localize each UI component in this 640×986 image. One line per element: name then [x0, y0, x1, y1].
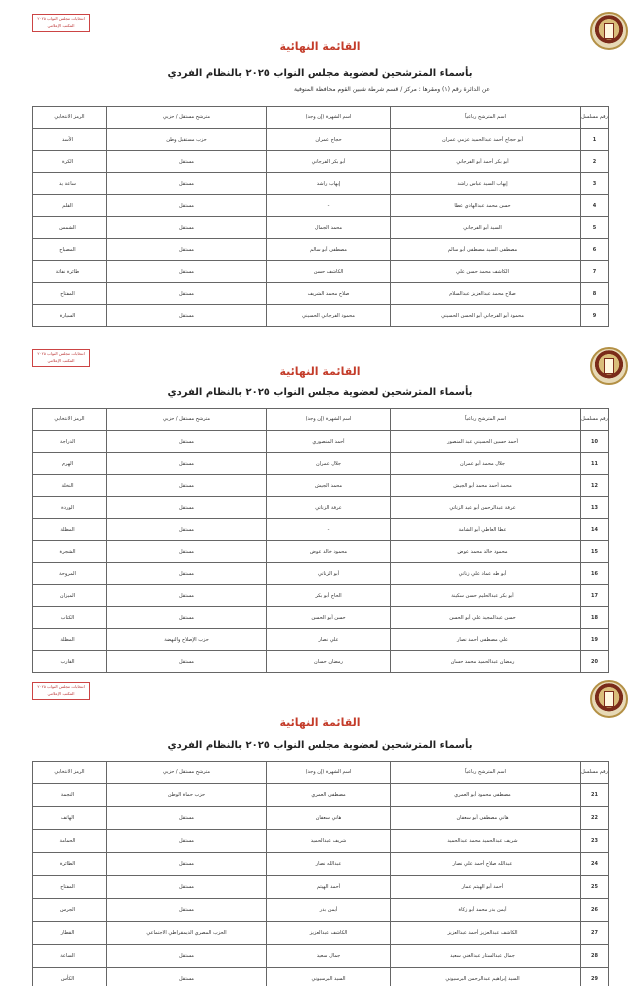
header-name: اسم المترشح رباعياً [391, 107, 581, 129]
cell-alias: الكاشف حسن [267, 261, 391, 283]
cell-symbol: الشجرة [33, 541, 107, 563]
cell-serial: 7 [581, 261, 609, 283]
cell-symbol: القلم [33, 195, 107, 217]
cell-symbol: الوردة [33, 497, 107, 519]
cell-symbol: الكتاب [33, 607, 107, 629]
table-row [33, 519, 609, 541]
cell-alias: شريف عبدالحميد [267, 830, 391, 853]
cell-alias: مصطفى أبو سالم [267, 239, 391, 261]
candidate-list-page-3 [0, 668, 640, 986]
cell-alias: جلال عمران [267, 453, 391, 475]
table-row [33, 283, 609, 305]
header-serial: رقم مسلسل [581, 107, 609, 129]
cell-name: أبو حجاج أحمد عبدالحميد عزمي عمران [391, 129, 581, 151]
header-symbol: الرمز الانتخابي [33, 762, 107, 784]
cell-name: عطا العاطي أبو الشامة [391, 519, 581, 541]
cell-party: مستقل [107, 283, 267, 305]
header-symbol: الرمز الانتخابي [33, 409, 107, 431]
table-row [33, 945, 609, 968]
table-header-row [33, 762, 609, 784]
cell-alias: عرفة الزناتي [267, 497, 391, 519]
cell-party: حزب حماة الوطن [107, 784, 267, 807]
cell-symbol: المصباح [33, 239, 107, 261]
cell-name: شريف عبدالحميد محمد عبدالحميد [391, 830, 581, 853]
table-row [33, 431, 609, 453]
cell-serial: 13 [581, 497, 609, 519]
table-row [33, 807, 609, 830]
header-alias: اسم الشهرة (إن وجد) [267, 762, 391, 784]
cell-party: مستقل [107, 807, 267, 830]
table-row [33, 585, 609, 607]
table-header-row [33, 409, 609, 431]
cell-party: مستقل [107, 151, 267, 173]
cell-party: مستقل [107, 173, 267, 195]
table-row [33, 475, 609, 497]
cell-name: عبدالله صلاح أحمد علي نصار [391, 853, 581, 876]
cell-name: أحمد حسين الحسيني عبد المنصور [391, 431, 581, 453]
cell-name: عرفة عبدالرحمن أبو عيد الزناتي [391, 497, 581, 519]
header-serial: رقم مسلسل [581, 409, 609, 431]
cell-party: مستقل [107, 519, 267, 541]
cell-symbol: الطائرة [33, 853, 107, 876]
cell-party: مستقل [107, 830, 267, 853]
cell-alias: أيمن بدر [267, 899, 391, 922]
cell-serial: 4 [581, 195, 609, 217]
cell-party: مستقل [107, 305, 267, 327]
cell-serial: 3 [581, 173, 609, 195]
table-row [33, 876, 609, 899]
cell-name: جمال عبدالستار عبدالغني سعيد [391, 945, 581, 968]
cell-serial: 21 [581, 784, 609, 807]
cell-party: حزب مستقبل وطن [107, 129, 267, 151]
stamp-line: انتخابات مجلس النواب ٢٠٢٥ [37, 351, 85, 356]
cell-serial: 8 [581, 283, 609, 305]
table-row [33, 129, 609, 151]
stamp-line: انتخابات مجلس النواب ٢٠٢٥ [37, 684, 85, 689]
table-row [33, 239, 609, 261]
table-row [33, 541, 609, 563]
cell-symbol: طائرة نفاثة [33, 261, 107, 283]
cell-party: مستقل [107, 945, 267, 968]
candidate-list-page-2 [0, 335, 640, 665]
cell-party: مستقل [107, 239, 267, 261]
cell-serial: 5 [581, 217, 609, 239]
stamp-line: المكتب الإعلامي [47, 358, 75, 363]
stamp-line: المكتب الإعلامي [47, 23, 75, 28]
cell-symbol: المفتاح [33, 283, 107, 305]
cell-alias: مصطفى العمري [267, 784, 391, 807]
cell-name: الكاشف محمد حسن علي [391, 261, 581, 283]
cell-alias: جمال سعيد [267, 945, 391, 968]
cell-symbol: المفتاح [33, 876, 107, 899]
cell-symbol: المظلة [33, 629, 107, 651]
cell-serial: 24 [581, 853, 609, 876]
header-alias: اسم الشهرة (إن وجد) [267, 409, 391, 431]
table-row [33, 968, 609, 986]
header-name: اسم المترشح رباعياً [391, 409, 581, 431]
cell-alias: عبدالله نصار [267, 853, 391, 876]
cell-serial: 28 [581, 945, 609, 968]
cell-party: مستقل [107, 607, 267, 629]
cell-serial: 23 [581, 830, 609, 853]
cell-serial: 6 [581, 239, 609, 261]
cell-symbol: المظلة [33, 519, 107, 541]
cell-symbol: الجرس [33, 899, 107, 922]
page-subtitle: بأسماء المترشحين لعضوية مجلس النواب ٢٠٢٥ بالنظام الفردي [167, 387, 473, 398]
cell-alias: الحاج أبو بكر [267, 585, 391, 607]
cell-serial: 18 [581, 607, 609, 629]
district-line: عن الدائرة رقم (١) ومقرها : مركز / قسم شرطة شبين القوم محافظة المنوفية [293, 86, 490, 93]
cell-serial: 9 [581, 305, 609, 327]
cell-name: محمود خالد محمد عوض [391, 541, 581, 563]
cell-alias: محمود خالد عوض [267, 541, 391, 563]
cell-symbol: الشمس [33, 217, 107, 239]
stamp-line: انتخابات مجلس النواب ٢٠٢٥ [37, 16, 85, 21]
cell-name: علي مصطفى أحمد نصار [391, 629, 581, 651]
table-row [33, 853, 609, 876]
cell-symbol: الهرم [33, 453, 107, 475]
stamp [32, 682, 90, 700]
page-title: القائمة النهائية [279, 40, 361, 53]
cell-name: أحمد أبو الهيثم عمار [391, 876, 581, 899]
cell-serial: 2 [581, 151, 609, 173]
cell-serial: 26 [581, 899, 609, 922]
table-row [33, 453, 609, 475]
cell-name: الكاشف عبدالعزيز أحمد عبدالعزيز [391, 922, 581, 945]
header-party: مترشح مستقل / حزبي [107, 762, 267, 784]
cell-serial: 11 [581, 453, 609, 475]
cell-name: أبو طه عماد علي زناتي [391, 563, 581, 585]
cell-symbol: الدراجة [33, 431, 107, 453]
cell-symbol: القطار [33, 922, 107, 945]
cell-alias: أحمد المنصوري [267, 431, 391, 453]
cell-name: أبو بكر عبدالحليم حسن سكينة [391, 585, 581, 607]
page-title: القائمة النهائية [279, 716, 361, 729]
table-row [33, 217, 609, 239]
cell-symbol: الكرة [33, 151, 107, 173]
cell-party: مستقل [107, 453, 267, 475]
cell-symbol: الساعة [33, 945, 107, 968]
table-row [33, 607, 609, 629]
cell-name: رمضان عبدالحميد محمد حسان [391, 651, 581, 673]
page-subtitle: بأسماء المترشحين لعضوية مجلس النواب ٢٠٢٥ بالنظام الفردي [167, 740, 473, 751]
cell-party: مستقل [107, 217, 267, 239]
cell-party: حزب الإصلاح والنهضة [107, 629, 267, 651]
cell-serial: 19 [581, 629, 609, 651]
cell-serial: 29 [581, 968, 609, 986]
cell-party: مستقل [107, 585, 267, 607]
cell-serial: 27 [581, 922, 609, 945]
cell-alias: حجاج عمران [267, 129, 391, 151]
cell-party: مستقل [107, 853, 267, 876]
cell-symbol: المروحة [33, 563, 107, 585]
cell-alias: أحمد الهيثم [267, 876, 391, 899]
cell-name: السيد أبو الفرجاني [391, 217, 581, 239]
table-row [33, 563, 609, 585]
cell-alias: رمضان حسان [267, 651, 391, 673]
cell-alias: الكاشف عبدالعزيز [267, 922, 391, 945]
cell-alias: - [267, 195, 391, 217]
cell-alias: حسن أبو الحسن [267, 607, 391, 629]
cell-alias: محمد الجيش [267, 475, 391, 497]
cell-symbol: القارب [33, 651, 107, 673]
candidate-table [32, 106, 609, 327]
cell-serial: 17 [581, 585, 609, 607]
cell-party: مستقل [107, 968, 267, 986]
cell-party: مستقل [107, 651, 267, 673]
stamp-line: المكتب الإعلامي [47, 691, 75, 696]
cell-serial: 12 [581, 475, 609, 497]
table-row [33, 629, 609, 651]
cell-alias: أبو الزناتي [267, 563, 391, 585]
cell-symbol: الكأس [33, 968, 107, 986]
cell-serial: 20 [581, 651, 609, 673]
cell-alias: هاني سعفان [267, 807, 391, 830]
table-row [33, 922, 609, 945]
cell-alias: محمد الجمال [267, 217, 391, 239]
cell-serial: 16 [581, 563, 609, 585]
header-serial: رقم مسلسل [581, 762, 609, 784]
cell-name: هاني مصطفى أبو سعفان [391, 807, 581, 830]
cell-symbol: النخلة [33, 475, 107, 497]
table-row [33, 173, 609, 195]
cell-symbol: الهاتف [33, 807, 107, 830]
cell-party: مستقل [107, 431, 267, 453]
cell-name: السيد إبراهيم عبدالرحمن البرسيوني [391, 968, 581, 986]
table-row [33, 784, 609, 807]
stamp [32, 14, 90, 32]
header-symbol: الرمز الانتخابي [33, 107, 107, 129]
cell-party: مستقل [107, 261, 267, 283]
header-party: مترشح مستقل / حزبي [107, 107, 267, 129]
cell-alias: محمود الفرجاني الحسيني [267, 305, 391, 327]
cell-name: مصطفى السيد مصطفى أبو سالم [391, 239, 581, 261]
cell-serial: 15 [581, 541, 609, 563]
table-row [33, 195, 609, 217]
cell-party: مستقل [107, 876, 267, 899]
table-row [33, 830, 609, 853]
cell-name: صلاح محمد عبدالعزيز عبدالسلام [391, 283, 581, 305]
cell-name: محمد أحمد محمد أبو الجيش [391, 475, 581, 497]
cell-party: مستقل [107, 563, 267, 585]
header-name: اسم المترشح رباعياً [391, 762, 581, 784]
emblem-seal-icon [590, 680, 628, 718]
cell-name: جلال محمد أبو عمران [391, 453, 581, 475]
cell-serial: 10 [581, 431, 609, 453]
table-row [33, 261, 609, 283]
cell-serial: 14 [581, 519, 609, 541]
cell-serial: 25 [581, 876, 609, 899]
cell-party: مستقل [107, 541, 267, 563]
table-row [33, 899, 609, 922]
cell-alias: السيد البرسيوني [267, 968, 391, 986]
header-alias: اسم الشهرة (إن وجد) [267, 107, 391, 129]
cell-alias: أبو بكر الفرجاني [267, 151, 391, 173]
table-header-row [33, 107, 609, 129]
table-row [33, 305, 609, 327]
cell-party: مستقل [107, 475, 267, 497]
cell-name: حسن محمد عبدالهادي عطا [391, 195, 581, 217]
table-row [33, 151, 609, 173]
cell-name: حسن عبدالمجيد علي أبو الحسن [391, 607, 581, 629]
header-party: مترشح مستقل / حزبي [107, 409, 267, 431]
cell-alias: إيهاب راشد [267, 173, 391, 195]
cell-name: أيمن بدر محمد أبو زكاة [391, 899, 581, 922]
cell-name: مصطفى محمود أبو العمري [391, 784, 581, 807]
cell-alias: صلاح محمد الشريف [267, 283, 391, 305]
cell-symbol: الأسد [33, 129, 107, 151]
cell-symbol: النجمة [33, 784, 107, 807]
cell-party: مستقل [107, 899, 267, 922]
candidate-table [32, 761, 609, 986]
cell-party: مستقل [107, 497, 267, 519]
table-row [33, 497, 609, 519]
cell-alias: علي نصار [267, 629, 391, 651]
cell-alias: - [267, 519, 391, 541]
cell-name: محمود أبو الفرجاني أبو الحسن الحسيني [391, 305, 581, 327]
page-subtitle: بأسماء المترشحين لعضوية مجلس النواب ٢٠٢٥ بالنظام الفردي [167, 68, 473, 79]
cell-name: أبو بكر أحمد أبو الفرجاني [391, 151, 581, 173]
cell-serial: 22 [581, 807, 609, 830]
cell-symbol: ساعة يد [33, 173, 107, 195]
cell-serial: 1 [581, 129, 609, 151]
cell-symbol: الميزان [33, 585, 107, 607]
page-title: القائمة النهائية [279, 365, 361, 378]
candidate-list-page-1 [0, 0, 640, 330]
candidate-table [32, 408, 609, 673]
cell-symbol: السيارة [33, 305, 107, 327]
cell-party: مستقل [107, 195, 267, 217]
cell-symbol: الحمامة [33, 830, 107, 853]
cell-party: الحزب المصري الديمقراطي الاجتماعي [107, 922, 267, 945]
cell-name: إيهاب السيد عباس راشد [391, 173, 581, 195]
